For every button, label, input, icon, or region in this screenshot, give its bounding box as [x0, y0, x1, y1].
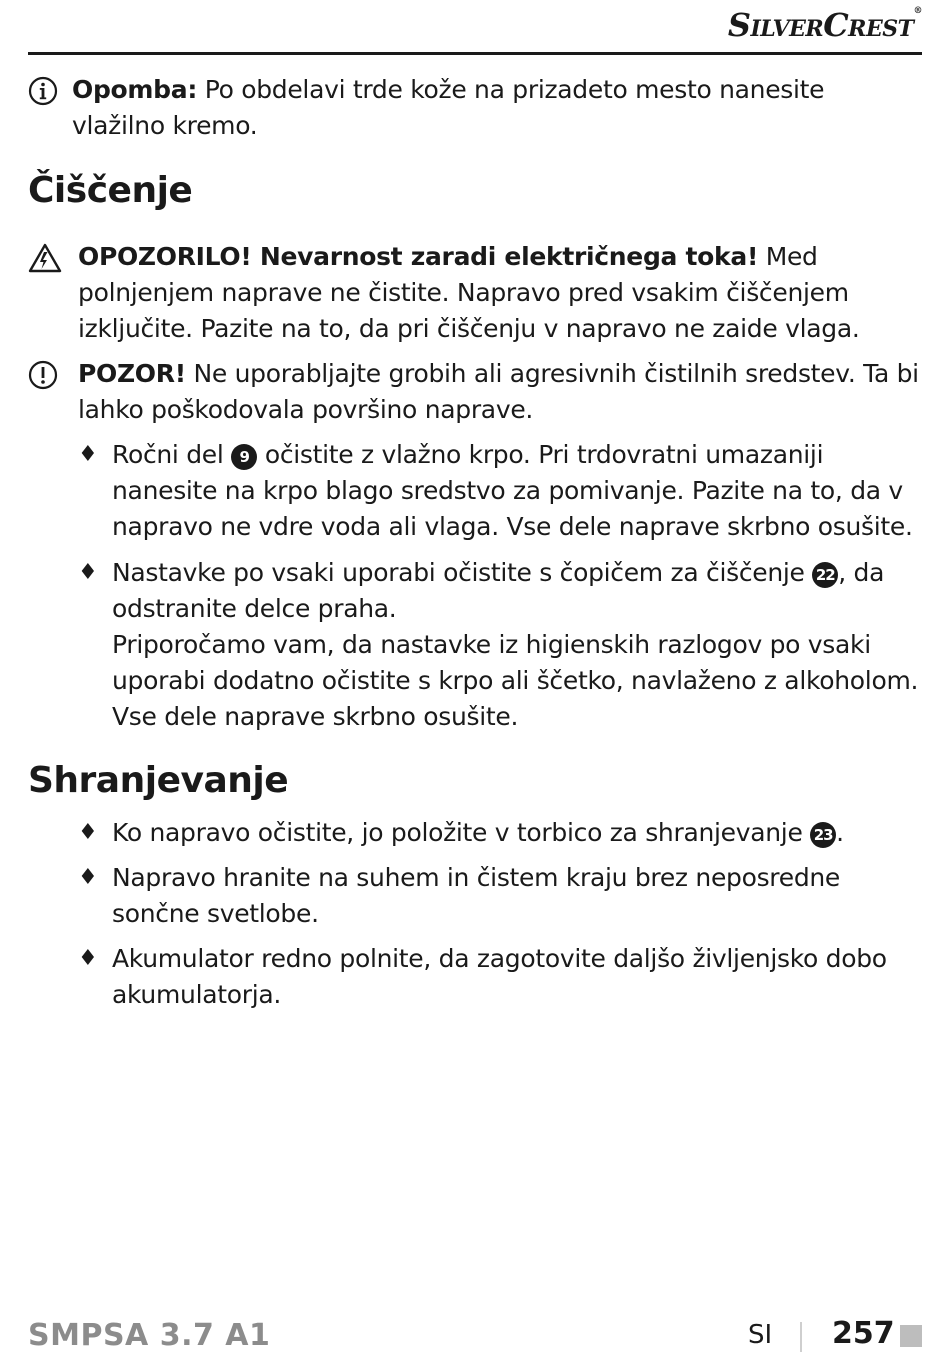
bullet-diamond: ♦ — [78, 560, 98, 585]
list-item-handpiece: ♦ Ročni del 9 očistite z vlažno krpo. Pri trdovratni umazaniji nanesite na krpo blago sredstvo za pomivanje. Pazite na to, da v napravo ne vdre voda ali vlaga. Vse dele naprave skrbno osušite. — [78, 437, 920, 547]
footer-language: SI — [748, 1320, 773, 1350]
list-item-battery: ♦ Akumulator redno polnite, da zagotovite daljšo življenjsko dobo akumulatorja. — [78, 941, 920, 1017]
brand-logo: SilverCrest® — [727, 6, 922, 44]
exclamation-icon — [28, 360, 58, 390]
warning-text: Med polnjenjem naprave ne čistite. Napravo pred vsakim čiščenjem izključite. Pazite na to, da pri čiščenju v napravo ne zaide vlaga. — [78, 242, 860, 343]
page-number: 257 — [832, 1316, 895, 1351]
note-text: Po obdelavi trde kože na prizadeto mesto nanesite vlažilno kremo. — [72, 75, 825, 140]
note-label: Opomba: — [72, 75, 198, 104]
footer-model: SMPSA 3.7 A1 — [28, 1318, 271, 1353]
part-number-badge: 23 — [810, 822, 836, 848]
bullet-diamond: ♦ — [78, 820, 98, 845]
list-item-attachments: ♦ Nastavke po vsaki uporabi očistite s čopičem za čiščenje 22 , da odstranite delce praha. Priporočamo vam, da nastavke iz higienskih razlogov po vsaki uporabi dodatno očistite s krpo ali ščetko, navlaženo z alkoholom. Vse dele naprave skrbno osušite. — [78, 555, 920, 735]
list-item-extra-text: Priporočamo vam, da nastavke iz higienskih razlogov po vsaki uporabi dodatno očistite s krpo ali ščetko, navlaženo z alkoholom. Vse dele naprave skrbno osušite. — [112, 630, 919, 731]
bullet-diamond: ♦ — [78, 442, 98, 467]
bullet-diamond: ♦ — [78, 865, 98, 890]
footer-separator — [800, 1322, 802, 1352]
section-title-storage: Shranjevanje — [28, 760, 289, 801]
warning-block — [28, 239, 922, 349]
caution-block — [28, 356, 922, 432]
list-item-storage-bag: ♦ Ko napravo očistite, jo položite v torbico za shranjevanje 23 . — [78, 815, 920, 855]
caution-text: Ne uporabljajte grobih ali agresivnih čistilnih sredstev. Ta bi lahko poškodovala površino naprave. — [78, 359, 919, 424]
list-item-dry-place: ♦ Napravo hranite na suhem in čistem kraju brez neposredne sončne svetlobe. — [78, 860, 920, 936]
header-rule — [28, 52, 922, 55]
part-number-badge: 9 — [231, 444, 257, 470]
footer-square-marker — [900, 1325, 922, 1347]
warning-triangle-icon — [28, 243, 62, 273]
info-icon — [28, 76, 58, 106]
bullet-diamond: ♦ — [78, 946, 98, 971]
caution-label: POZOR! — [78, 359, 186, 388]
warning-label: OPOZORILO! Nevarnost zaradi električnega toka! — [78, 242, 759, 271]
section-title-cleaning: Čiščenje — [28, 170, 193, 211]
note-block — [28, 72, 922, 148]
part-number-badge: 22 — [812, 562, 838, 588]
